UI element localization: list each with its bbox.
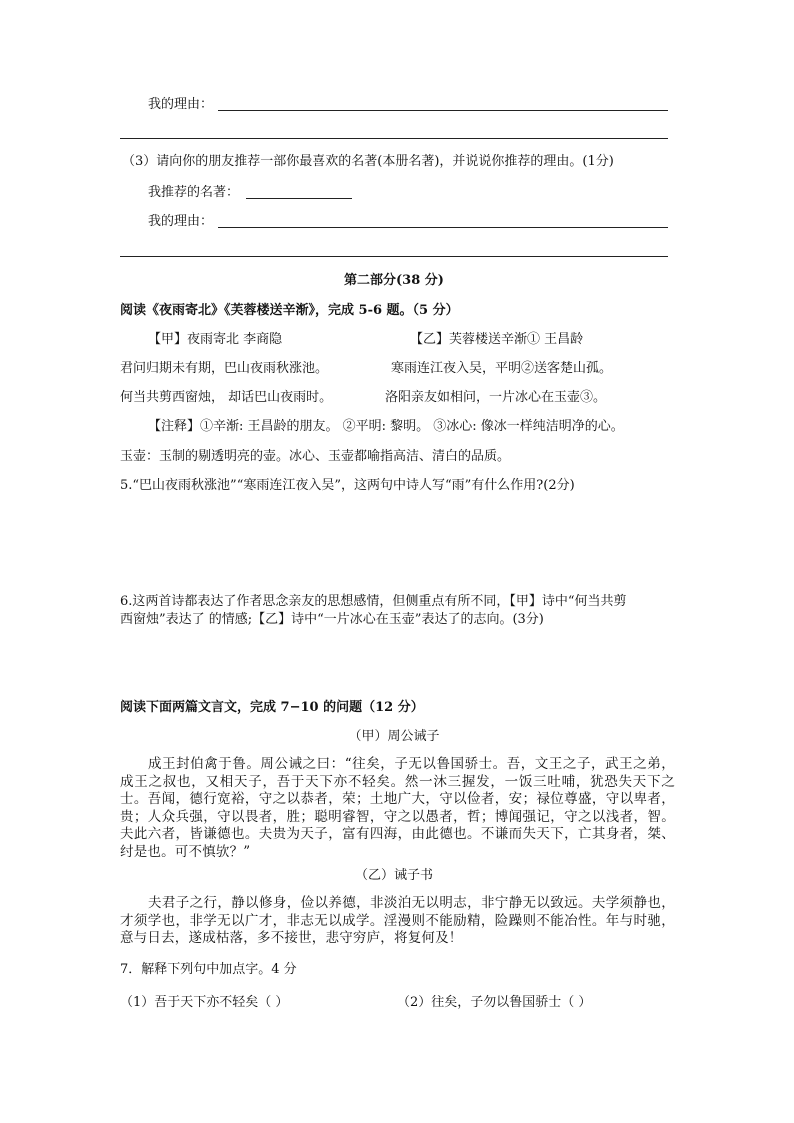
reason-answer-line-3[interactable] <box>218 227 668 228</box>
part2-title: 第二部分(38 分) <box>344 273 444 288</box>
passage-yi-text: 夫君子之行，静以修身，俭以养德，非淡泊无以明志，非宁静无以致远。夫学须静也，才须学也，非学无以广才，非志无以成学。淫漫则不能励精，险躁则不能冶性。年与时驰，意与日去，遂成枯落，多不接世，悲守穷庐，将复何及！ <box>120 895 675 947</box>
question-7: 7．解释下列句中加点字。4 分 <box>120 962 297 977</box>
question-7-item-1: （1）吾于天下亦不轻矣（ ） <box>120 995 289 1010</box>
passage-jia-text: 成王封伯禽于鲁。周公诫之曰：“往矣，子无以鲁国骄士。吾，文王之子，武王之弟，成王之叔也，又相天子，吾于天下亦不轻矣。然一沐三握发，一饭三吐哺，犹恐失天下之士。吾闻，德行宽裕，守之以恭者，荣；土地广大，守以俭者，安；禄位尊盛，守以卑者，贵；人众兵强，守以畏者，胜；聪明睿智，守之以愚者，哲；博闻强记，守之以浅者，智。夫此六者，皆谦德也。夫贵为天子，富有四海，由此德也。不谦而失天下，亡其身者，桀、纣是也。可不慎欤？” <box>120 756 675 860</box>
question-7-item-2: （2）往矣，子勿以鲁国骄士（ ） <box>397 995 592 1010</box>
poem-jia-line-2: 何当共剪西窗烛， 却话巴山夜雨时。 <box>120 390 333 405</box>
question-6-line-2: 西窗烛”表达了 的情感;【乙】诗中“一片冰心在玉壶”表达了的志向。(3分) <box>120 612 544 627</box>
reason-label-2: 我的理由： <box>148 214 214 229</box>
question-5: 5.“巴山夜雨秋涨池”“寒雨连江夜入吴”，这两句中诗人写“雨”有什么作用?(2分) <box>120 478 575 493</box>
poem-jia-title: 【甲】夜雨寄北 李商隐 <box>148 332 283 347</box>
reason-answer-line-1[interactable] <box>218 110 668 111</box>
recommend-answer-line[interactable] <box>246 198 352 199</box>
question-3: （3）请向你的朋友推荐一部你最喜欢的名著(本册名著)，并说说你推荐的理由。(1分) <box>122 154 614 169</box>
poem-yi-line-1: 寒雨连江夜入吴，平明②送客楚山孤。 <box>391 361 613 376</box>
notes-line-1: 【注释】①辛渐: 王昌龄的朋友。 ②平明: 黎明。 ③冰心: 像冰一样纯洁明净的心。 <box>148 419 624 434</box>
recommend-label: 我推荐的名著： <box>148 185 240 200</box>
question-6-line-1: 6.这两首诗都表达了作者思念亲友的思想感情，但侧重点有所不同，【甲】诗中“何当共剪 <box>120 594 627 609</box>
classical-instruction: 阅读下面两篇文言文，完成 7−10 的问题（12 分） <box>120 700 424 715</box>
reason-answer-line-4[interactable] <box>120 256 668 257</box>
poem-yi-line-2: 洛阳亲友如相问，一片冰心在玉壶③。 <box>385 390 607 405</box>
reason-label-1: 我的理由： <box>148 97 214 112</box>
reason-answer-line-2[interactable] <box>120 138 668 139</box>
passage-yi-title: （乙）诫子书 <box>354 868 433 883</box>
poem-yi-title: 【乙】芙蓉楼送辛渐① 王昌龄 <box>410 332 584 347</box>
poem-instruction: 阅读《夜雨寄北》《芙蓉楼送辛渐》，完成 5-6 题。（5 分） <box>120 303 459 318</box>
passage-jia-title: （甲）周公诫子 <box>348 729 440 744</box>
notes-line-2: 玉壶：玉制的剔透明亮的壶。冰心、玉壶都喻指高洁、清白的品质。 <box>120 449 511 464</box>
poem-jia-line-1: 君问归期未有期，巴山夜雨秋涨池。 <box>120 361 329 376</box>
